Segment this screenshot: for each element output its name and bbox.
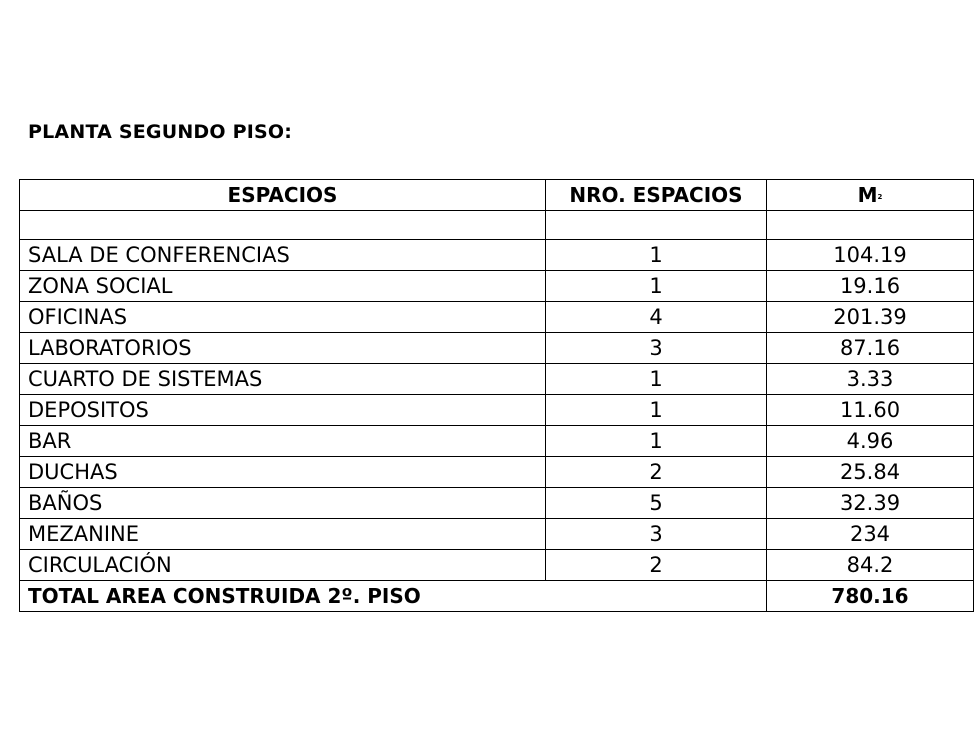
- blank-cell: [20, 211, 546, 240]
- row-count: 1: [546, 364, 767, 395]
- table-row: [20, 519, 974, 550]
- header-nro-espacios: NRO. ESPACIOS: [546, 180, 767, 211]
- table-row: [20, 426, 974, 457]
- total-row: [20, 581, 974, 612]
- row-name: OFICINAS: [20, 302, 546, 333]
- row-count: 1: [546, 426, 767, 457]
- row-name: MEZANINE: [20, 519, 546, 550]
- row-count: 4: [546, 302, 767, 333]
- table-row: [20, 302, 974, 333]
- row-area: 234: [767, 519, 974, 550]
- row-name: BAR: [20, 426, 546, 457]
- total-label: TOTAL AREA CONSTRUIDA 2º. PISO: [20, 581, 767, 612]
- row-count: 5: [546, 488, 767, 519]
- row-count: 1: [546, 240, 767, 271]
- row-area: 87.16: [767, 333, 974, 364]
- row-area: 19.16: [767, 271, 974, 302]
- row-count: 3: [546, 519, 767, 550]
- table-row: [20, 488, 974, 519]
- blank-cell: [546, 211, 767, 240]
- row-name: DUCHAS: [20, 457, 546, 488]
- table-row: [20, 271, 974, 302]
- table-row: [20, 240, 974, 271]
- header-area-unit: M: [857, 183, 878, 207]
- blank-cell: [767, 211, 974, 240]
- table-row: [20, 333, 974, 364]
- table-header-row: [20, 180, 974, 211]
- row-area: 84.2: [767, 550, 974, 581]
- row-count: 2: [546, 457, 767, 488]
- header-area: [767, 180, 974, 211]
- row-name: LABORATORIOS: [20, 333, 546, 364]
- areas-table: [19, 179, 974, 612]
- row-name: BAÑOS: [20, 488, 546, 519]
- blank-row: [20, 211, 974, 240]
- row-count: 1: [546, 395, 767, 426]
- table-row: [20, 550, 974, 581]
- row-area: 3.33: [767, 364, 974, 395]
- row-name: ZONA SOCIAL: [20, 271, 546, 302]
- table-row: [20, 395, 974, 426]
- row-count: 3: [546, 333, 767, 364]
- row-area: 201.39: [767, 302, 974, 333]
- row-count: 1: [546, 271, 767, 302]
- row-name: CIRCULACIÓN: [20, 550, 546, 581]
- page-title: PLANTA SEGUNDO PISO:: [28, 121, 292, 143]
- total-value: 780.16: [767, 581, 974, 612]
- row-area: 104.19: [767, 240, 974, 271]
- header-espacios: ESPACIOS: [20, 180, 546, 211]
- row-area: 11.60: [767, 395, 974, 426]
- table-row: [20, 364, 974, 395]
- row-count: 2: [546, 550, 767, 581]
- row-name: CUARTO DE SISTEMAS: [20, 364, 546, 395]
- header-area-unit-exponent: 2: [877, 193, 883, 201]
- table-row: [20, 457, 974, 488]
- row-name: DEPOSITOS: [20, 395, 546, 426]
- row-area: 4.96: [767, 426, 974, 457]
- row-area: 32.39: [767, 488, 974, 519]
- row-area: 25.84: [767, 457, 974, 488]
- row-name: SALA DE CONFERENCIAS: [20, 240, 546, 271]
